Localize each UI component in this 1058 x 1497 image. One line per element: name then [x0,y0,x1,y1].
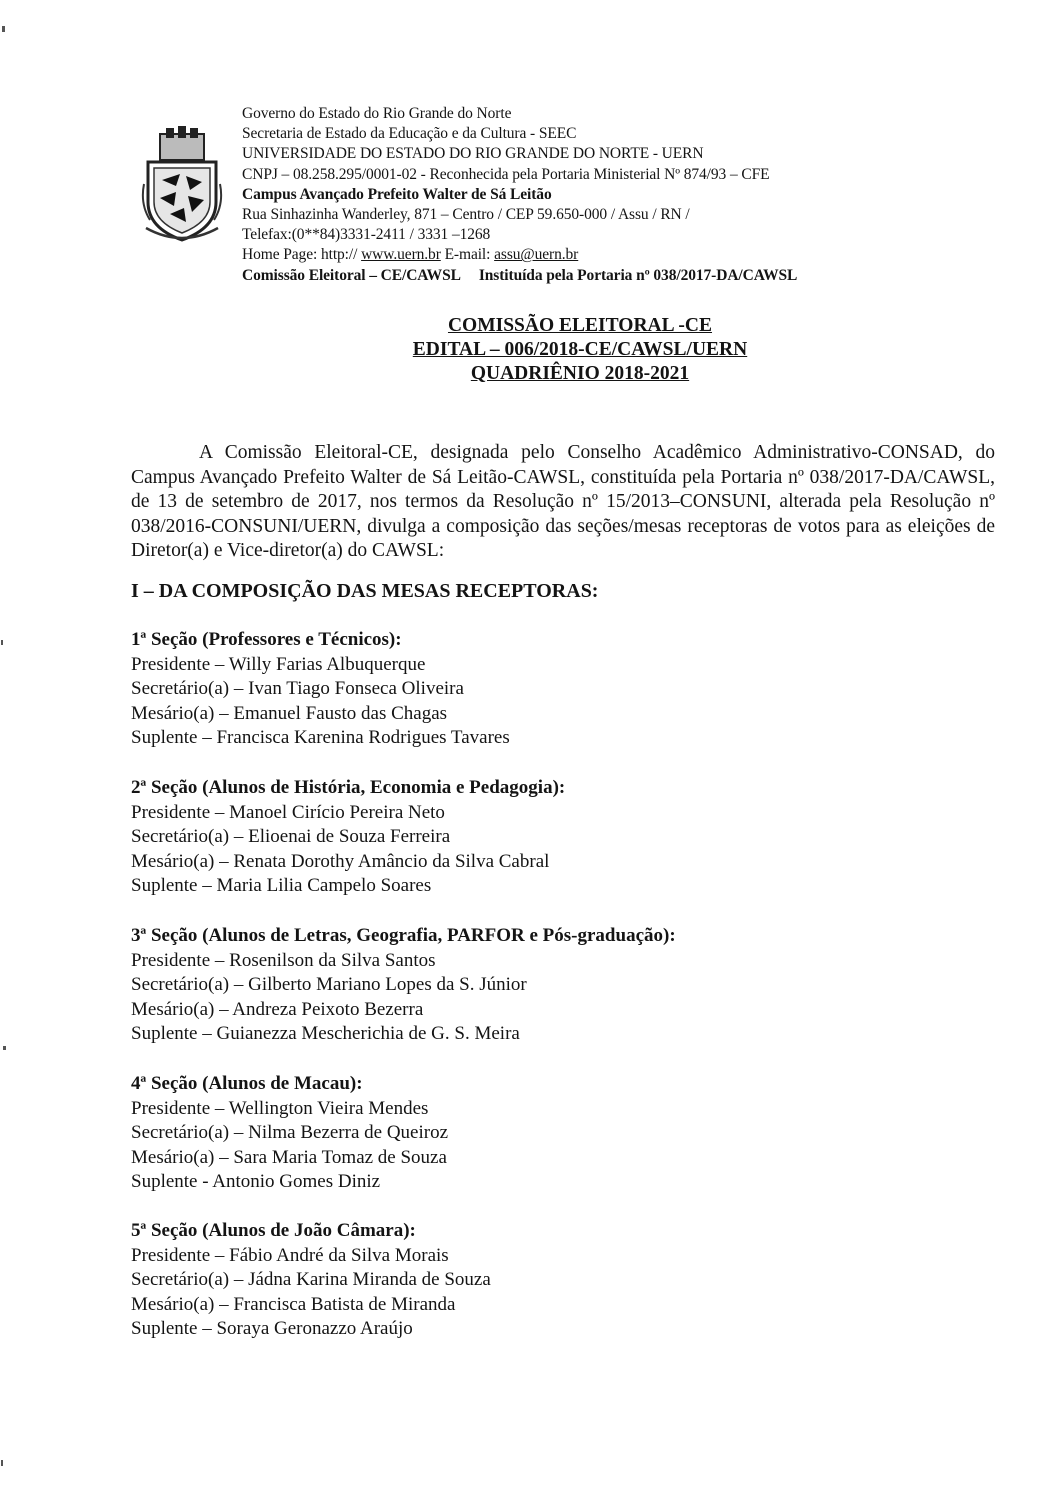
commission-institution: Instituída pela Portaria nº 038/2017-DA/CAWSL [478,266,798,284]
header-contacts [242,245,942,265]
member-president: Presidente – Willy Farias Albuquerque [131,653,426,675]
scan-speck [3,1046,6,1050]
group-title: 4ª Seção (Alunos de Macau): [131,1073,363,1094]
homepage-label: Home Page: http:// [242,246,358,264]
title-edital: EDITAL – 006/2018-CE/CAWSL/UERN [412,339,748,360]
header-government: Governo do Estado do Rio Grande do Norte [242,105,512,122]
email-link[interactable]: assu@uern.br [494,246,579,264]
section-heading: I – DA COMPOSIÇÃO DAS MESAS RECEPTORAS: [131,580,599,602]
member-president: Presidente – Rosenilson da Silva Santos [131,949,436,971]
title-quadriennium: QUADRIÊNIO 2018-2021 [470,363,690,384]
section-group-1 [131,628,951,751]
header-campus: Campus Avançado Prefeito Walter de Sá Leitão [242,185,552,203]
member-substitute: Suplente – Guianezza Mescherichia de G. S. Meira [131,1023,520,1045]
group-title: 1ª Seção (Professores e Técnicos): [131,629,402,650]
member-secretary: Secretário(a) – Ivan Tiago Fonseca Oliveira [131,678,464,700]
member-poll-clerk: Mesário(a) – Emanuel Fausto das Chagas [131,702,448,724]
scan-speck [2,26,5,32]
edital-titles [0,314,1058,386]
intro-paragraph [131,441,995,564]
header-university: UNIVERSIDADE DO ESTADO DO RIO GRANDE DO NORTE - UERN [242,145,704,163]
member-substitute: Suplente - Antonio Gomes Diniz [131,1171,381,1193]
member-substitute: Suplente – Maria Lilia Campelo Soares [131,875,432,897]
header-telefax: Telefax:(0**84)3331-2411 / 3331 –1268 [242,226,491,244]
member-secretary: Secretário(a) – Jádna Karina Miranda de Souza [131,1269,491,1291]
header-secretariat: Secretaria de Estado da Educação e da Cultura - SEEC [242,125,577,143]
header-address: Rua Sinhazinha Wanderley, 871 – Centro / CEP 59.650-000 / Assu / RN / [242,206,690,224]
member-poll-clerk: Mesário(a) – Francisca Batista de Miranda [131,1293,456,1315]
email-label: E-mail: [444,246,491,264]
member-secretary: Secretário(a) – Gilberto Mariano Lopes da S. Júnior [131,974,527,996]
member-president: Presidente – Fábio André da Silva Morais [131,1244,449,1266]
group-title: 5ª Seção (Alunos de João Câmara): [131,1220,416,1241]
member-poll-clerk: Mesário(a) – Andreza Peixoto Bezerra [131,998,424,1020]
member-substitute: Suplente – Soraya Geronazzo Araújo [131,1318,413,1340]
member-poll-clerk: Mesário(a) – Renata Dorothy Amâncio da Silva Cabral [131,850,550,872]
section-group-3 [131,924,951,1047]
member-secretary: Secretário(a) – Nilma Bezerra de Queiroz [131,1122,449,1144]
section-group-4 [131,1072,951,1195]
scan-speck [1,1460,3,1466]
member-secretary: Secretário(a) – Elioenai de Souza Ferreira [131,826,451,848]
university-seal-icon [140,124,224,244]
scan-speck [1,640,3,645]
member-president: Presidente – Manoel Cirício Pereira Neto [131,801,445,823]
commission-name: Comissão Eleitoral – CE/CAWSL [242,266,461,284]
title-commission: COMISSÃO ELEITORAL -CE [447,315,713,336]
section-group-5 [131,1219,951,1342]
member-president: Presidente – Wellington Vieira Mendes [131,1097,429,1119]
section-group-2 [131,776,951,899]
intro-text: A Comissão Eleitoral-CE, designada pelo Conselho Acadêmico Administrativo-CONSAD, do Campus Avançado Prefeito Walter de Sá Leitão-CAWSL, constituída pela Portaria nº 038/2017-DA/CAWSL, de 13 de setembro de 2017, nos termos da Resolução nº 15/2013–CONSUNI, alterada pela Resolução nº 038/2016-CONSUNI/UERN, divulga a composição das seções/mesas receptoras de votos para as eleições de Diretor(a) e Vice-diretor(a) do CAWSL: [131,442,995,561]
group-title: 2ª Seção (Alunos de História, Economia e Pedagogia): [131,777,566,798]
header-cnpj: CNPJ – 08.258.295/0001-02 - Reconhecida pela Portaria Ministerial Nº 874/93 – CFE [242,165,770,183]
group-title: 3ª Seção (Alunos de Letras, Geografia, PARFOR e Pós-graduação): [131,925,676,946]
letterhead [242,104,942,286]
member-substitute: Suplente – Francisca Karenina Rodrigues Tavares [131,727,510,749]
member-poll-clerk: Mesário(a) – Sara Maria Tomaz de Souza [131,1146,447,1168]
header-commission-line [242,266,942,286]
homepage-link[interactable]: www.uern.br [361,246,441,264]
